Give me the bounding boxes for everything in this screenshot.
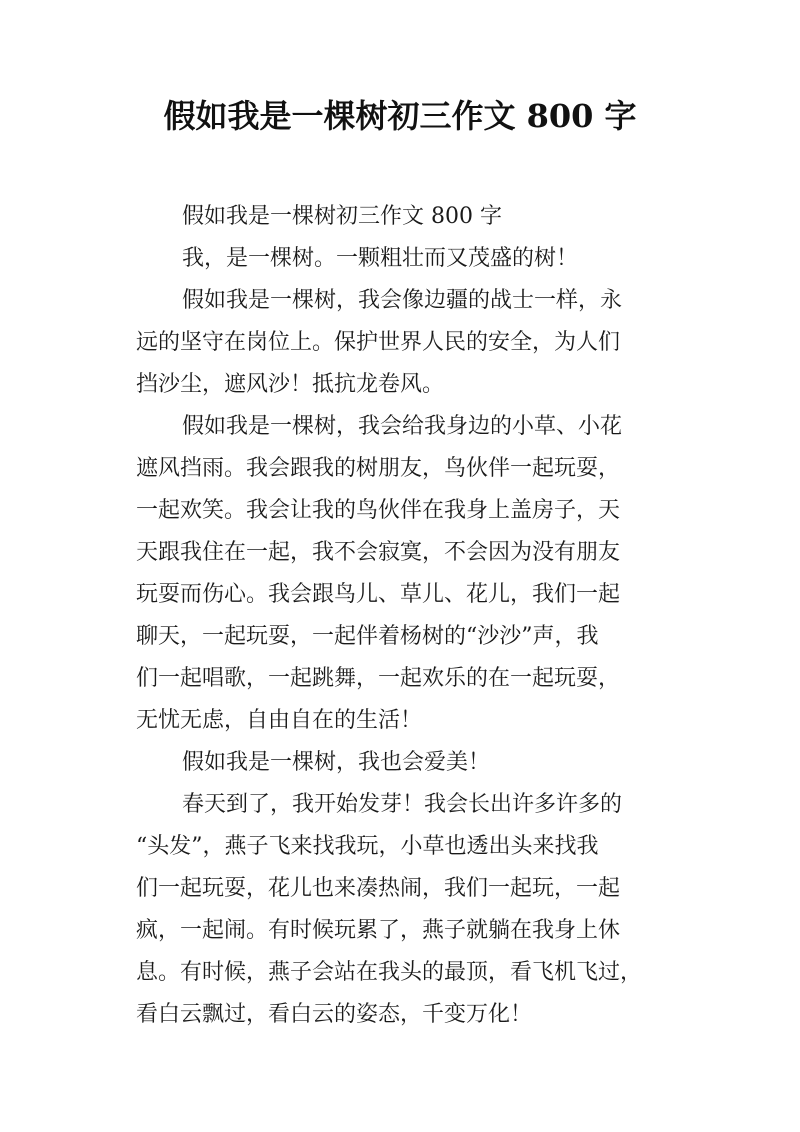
text-line: 我，是一棵树。一颗粗壮而又茂盛的树！	[182, 246, 579, 271]
text-line: 天跟我住在一起，我不会寂寞，不会因为没有朋友	[136, 540, 621, 565]
document-title: 假如我是一棵树初三作文 800 字	[163, 97, 637, 135]
text-line: 春天到了，我开始发芽！我会长出许多许多的	[182, 792, 623, 817]
text-line: 息。有时候，燕子会站在我头的最顶，看飞机飞过，	[136, 960, 643, 985]
text-line: 疯，一起闹。有时候玩累了，燕子就躺在我身上休	[136, 918, 621, 943]
text-line: 假如我是一棵树，我会像边疆的战士一样，永	[182, 288, 623, 313]
text-line: 们一起唱歌，一起跳舞，一起欢乐的在一起玩耍，	[136, 666, 621, 691]
text-line: 看白云飘过，看白云的姿态，千变万化！	[136, 1002, 533, 1027]
text-line: 假如我是一棵树初三作文 800 字	[182, 204, 502, 229]
text-line: 聊天，一起玩耍，一起伴着杨树的“沙沙”声，我	[136, 624, 599, 649]
text-line: 远的坚守在岗位上。保护世界人民的安全，为人们	[136, 330, 621, 355]
text-line: 假如我是一棵树，我也会爱美！	[182, 750, 491, 775]
text-line: “头发”，燕子飞来找我玩，小草也透出头来找我	[136, 834, 599, 859]
text-line: 们一起玩耍，花儿也来凑热闹，我们一起玩，一起	[136, 876, 621, 901]
text-line: 一起欢笑。我会让我的鸟伙伴在我身上盖房子，天	[136, 498, 621, 523]
essay-body	[136, 196, 664, 1036]
text-line: 无忧无虑，自由自在的生活！	[136, 708, 423, 733]
text-line: 遮风挡雨。我会跟我的树朋友，鸟伙伴一起玩耍，	[136, 456, 621, 481]
text-line: 假如我是一棵树，我会给我身边的小草、小花	[182, 414, 623, 439]
text-line: 挡沙尘，遮风沙！抵抗龙卷风。	[136, 372, 445, 397]
text-line: 玩耍而伤心。我会跟鸟儿、草儿、花儿，我们一起	[136, 582, 621, 607]
